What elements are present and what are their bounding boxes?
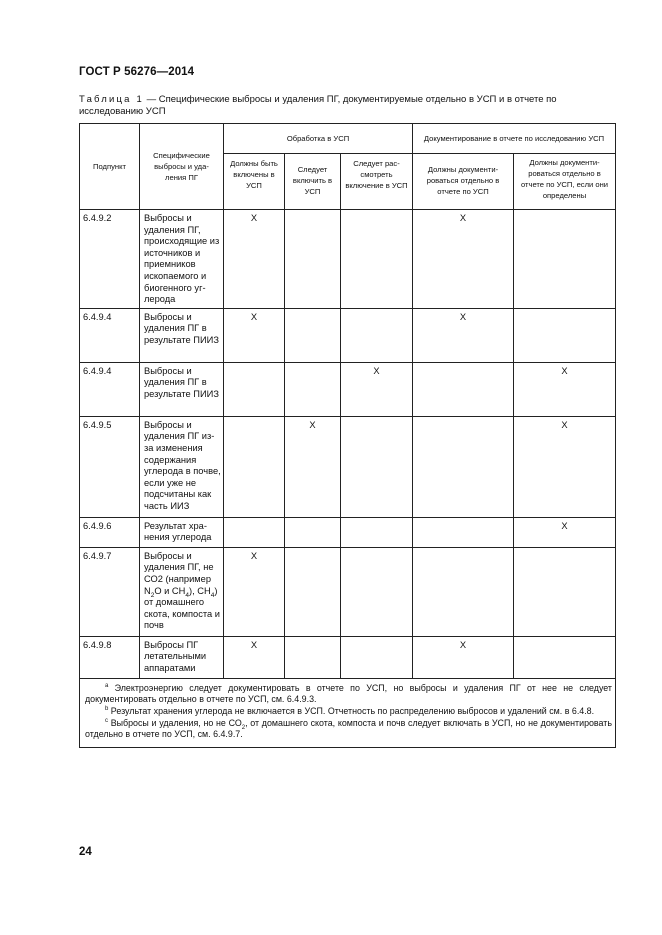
cell-must-document bbox=[413, 416, 514, 517]
row-code: 6.4.9.7 bbox=[80, 547, 140, 636]
table-row bbox=[80, 517, 616, 547]
cell-should-include bbox=[285, 362, 341, 416]
row-description: Результат хранения углерода bbox=[140, 517, 224, 547]
cell-consider-include bbox=[341, 210, 413, 309]
table-row bbox=[80, 362, 616, 416]
header-specific-emissions: Специфические выбросы и удаления ПГ bbox=[140, 124, 224, 210]
table-row bbox=[80, 636, 616, 678]
footnote-a: $^a$ Электроэнергию следует документировать в отчете по УСП, но выбросы и удаления ПГ от нее не следует документировать отдельно в отчете по УСП, см. 6.4.9.3. bbox=[85, 682, 612, 705]
table-row bbox=[80, 210, 616, 309]
cell-should-include bbox=[285, 547, 341, 636]
cell-must-document-if-defined: X bbox=[514, 362, 616, 416]
row-code: 6.4.9.2 bbox=[80, 210, 140, 309]
header-processing-group: Обработка в УСП bbox=[224, 124, 413, 154]
cell-should-include: X bbox=[285, 416, 341, 517]
page-number: 24 bbox=[79, 846, 92, 858]
emissions-table bbox=[79, 123, 616, 748]
table-footnotes-row bbox=[80, 678, 616, 747]
header-should-include: Следует включить в УСП bbox=[285, 154, 341, 210]
cell-consider-include bbox=[341, 636, 413, 678]
footnote-c: $^c$ Выбросы и удаления, но не $СО_2$, от домашнего скота, компоста и почв следует включать в УСП, но не документировать отдельно в отчете по УСП, см. 6.4.9.7. bbox=[85, 717, 612, 740]
cell-must-document-if-defined: X bbox=[514, 517, 616, 547]
caption-label: Таблица 1 bbox=[79, 94, 144, 105]
cell-should-include bbox=[285, 636, 341, 678]
cell-must-include bbox=[224, 517, 285, 547]
cell-must-document: X bbox=[413, 636, 514, 678]
row-code: 6.4.9.4 bbox=[80, 308, 140, 362]
cell-must-include: X bbox=[224, 210, 285, 309]
cell-must-document bbox=[413, 362, 514, 416]
table-row bbox=[80, 308, 616, 362]
cell-must-include bbox=[224, 416, 285, 517]
cell-must-include: X bbox=[224, 547, 285, 636]
row-code: 6.4.9.8 bbox=[80, 636, 140, 678]
cell-consider-include bbox=[341, 547, 413, 636]
cell-must-include: X bbox=[224, 636, 285, 678]
header-consider-include: Следует рассмотреть включение в УСП bbox=[341, 154, 413, 210]
header-must-include: Должны быть включены в УСП bbox=[224, 154, 285, 210]
header-documentation-group: Документирование в отчете по исследованию УСП bbox=[413, 124, 616, 154]
cell-must-document-if-defined: X bbox=[514, 416, 616, 517]
cell-must-document bbox=[413, 517, 514, 547]
row-code: 6.4.9.6 bbox=[80, 517, 140, 547]
header-must-document-if-defined: Должны документироваться отдельно в отчете по УСП, если они определены bbox=[514, 154, 616, 210]
table-row bbox=[80, 547, 616, 636]
footnote-b: $^b$ Результат хранения углерода не включается в УСП. Отчетность по распределению выбросов и удалений см. в 6.4.8. bbox=[105, 705, 595, 716]
row-description: Выбросы и удаления ПГ, не СО2 (например $N_2O$ и $CH_4$), $CH_4$) от домашнего скота, компоста и почв bbox=[140, 547, 224, 636]
cell-consider-include bbox=[341, 308, 413, 362]
cell-must-document: X bbox=[413, 210, 514, 309]
cell-should-include bbox=[285, 308, 341, 362]
row-description: Выбросы и удаления ПГ, происходящие из источников и приемников ископаемого и биогенного углерода bbox=[140, 210, 224, 309]
cell-consider-include: X bbox=[341, 362, 413, 416]
cell-must-include bbox=[224, 362, 285, 416]
cell-must-document-if-defined bbox=[514, 547, 616, 636]
table-footnotes bbox=[80, 678, 616, 747]
cell-must-document bbox=[413, 547, 514, 636]
caption-text: — Специфические выбросы и удаления ПГ, документируемые отдельно в УСП и в отчете по исследованию УСП bbox=[79, 94, 557, 117]
cell-should-include bbox=[285, 210, 341, 309]
row-description: Выбросы и удаления ПГ из-за изменения содержания углерода в почве, если уже не подсчитаны как часть ИИЗ bbox=[140, 416, 224, 517]
table-row bbox=[80, 416, 616, 517]
row-description: Выбросы и удаления ПГ в результате ПИИЗ bbox=[140, 362, 224, 416]
cell-must-document-if-defined bbox=[514, 210, 616, 309]
cell-should-include bbox=[285, 517, 341, 547]
header-must-document: Должны документироваться отдельно в отчете по УСП bbox=[413, 154, 514, 210]
row-code: 6.4.9.4 bbox=[80, 362, 140, 416]
cell-consider-include bbox=[341, 416, 413, 517]
table-caption bbox=[79, 94, 615, 118]
row-description: Выбросы и удаления ПГ в результате ПИИЗ bbox=[140, 308, 224, 362]
header-subclause: Подпункт bbox=[80, 124, 140, 210]
cell-consider-include bbox=[341, 517, 413, 547]
cell-must-document: X bbox=[413, 308, 514, 362]
row-description: Выбросы ПГ летательными аппаратами bbox=[140, 636, 224, 678]
document-id: ГОСТ Р 56276—2014 bbox=[79, 66, 195, 78]
cell-must-include: X bbox=[224, 308, 285, 362]
row-code: 6.4.9.5 bbox=[80, 416, 140, 517]
cell-must-document-if-defined bbox=[514, 308, 616, 362]
cell-must-document-if-defined bbox=[514, 636, 616, 678]
